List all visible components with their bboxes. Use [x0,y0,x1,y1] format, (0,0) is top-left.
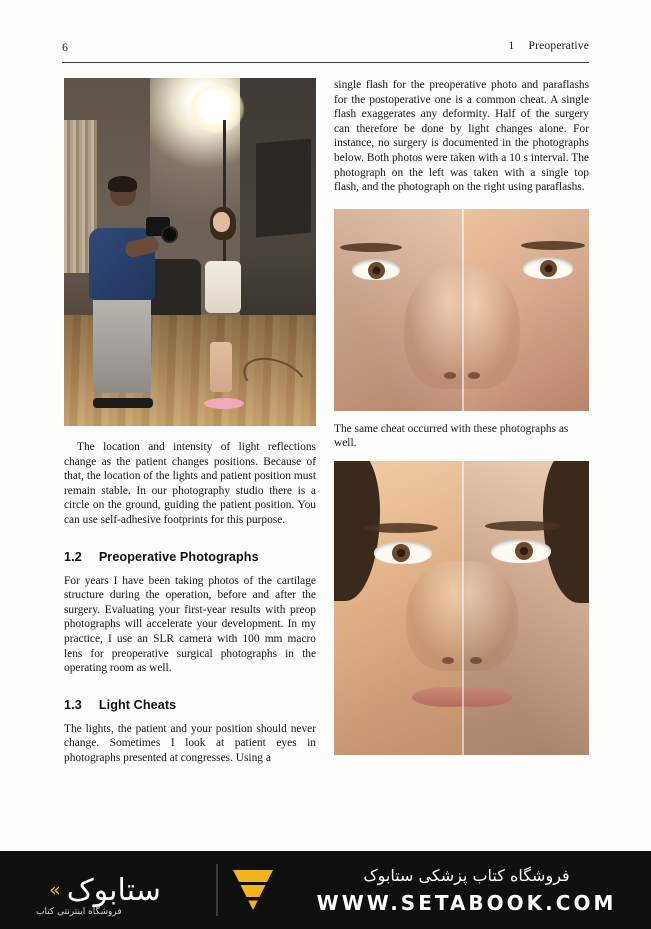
footer-banner [0,851,651,929]
logo-wordmark: ستابوک [66,872,161,908]
patient-clothing [205,261,241,313]
patient-face [213,212,230,232]
section-heading-1-3 [64,698,316,712]
photographer-hair [108,176,137,192]
nostril-icon [442,657,454,664]
brand-mark [224,851,282,929]
iris-icon [368,262,385,279]
section-heading-1-2 [64,550,316,564]
triangle-logo-icon [233,870,273,910]
section-number-1-3: 1.3 [64,697,82,712]
left-paragraph-3: The lights, the patient and your position should never change. Sometimes I look at patient eyes in photographs presented at congresses. Using a [64,722,316,764]
photographer-figure [79,179,165,402]
face-photo-right [462,461,590,755]
running-head [509,40,589,52]
chevron-left-icon: « [49,879,61,901]
right-paragraph-1: single flash for the preoperative photo and paraflashs for the postoperative one is a common cheat. A single flash exaggerates any deformity. Half of the surgery can therefore be done by light changes alone. For instance, no surgery is documented in the photographs below. Both photos were taken with a 10 s interval. The photograph on the left was taken with a single top flash, and the photograph on the right using paraflashs. [334,79,589,194]
nose-photo-left [334,209,462,411]
photo-split-divider [462,209,464,411]
studio-backdrop-panel [256,138,311,237]
brow-icon [485,521,561,531]
patient-shoes [204,398,244,409]
left-paragraph-2: For years I have been taking photos of the cartilage structure during the operation, before and after the surgery. Evaluating your first-year results with preop photographs will accelerate your development. In my practice, I use an SLR camera with 100 mm macro lens for preoperative surgical photographs in the operating room as well. [64,574,316,675]
bookstore-logo[interactable] [0,851,210,929]
iris-icon [540,260,557,277]
studio-photograph [64,78,316,426]
footer-divider [216,864,218,916]
footer-text-block [282,866,651,915]
face-photo-left [334,461,462,755]
photo-split-divider [462,461,464,755]
brow-icon [340,243,402,252]
photographer-shoes [93,398,153,408]
section-title-1-3: Light Cheats [98,697,177,712]
chapter-number: 1 [508,40,515,52]
iris-icon [392,544,410,562]
patient-legs [210,342,232,392]
logo-subtitle: فروشگاه اینترنتی کتاب [36,907,122,917]
nose-comparison-photograph [334,209,589,411]
nose-photo-right [462,209,590,411]
camera-lens-icon [161,226,178,243]
section-title-1-2: Preoperative Photographs [98,549,259,564]
brow-icon [364,523,438,533]
nostril-icon [444,372,456,379]
nostril-icon [468,372,480,379]
photo-caption-1: The same cheat occurred with these photographs as well. [334,422,569,450]
left-column [64,78,316,766]
nostril-icon [470,657,482,664]
footer-website-url[interactable]: WWW.SETABOOK.COM [316,890,617,915]
section-number-1-2: 1.2 [64,549,82,564]
face-comparison-photograph [334,461,589,755]
footer-tagline: فروشگاه کتاب پزشکی ستابوک [363,865,570,885]
brow-icon [521,241,585,250]
right-column [334,78,589,755]
studio-light-icon [190,85,244,133]
page-header [62,40,589,63]
iris-icon [515,542,533,560]
page-number: 6 [62,40,69,54]
chapter-title: Preoperative [528,40,589,52]
left-paragraph-1: The location and intensity of light reflections change as the patient changes positions. Because of that, the location of the lights and patient position must remain stable. In our photography studio there is a circle on the ground, guiding the patient position. You can use self-adhesive footprints for this purpose. [64,441,316,526]
photographer-legs [93,295,151,393]
